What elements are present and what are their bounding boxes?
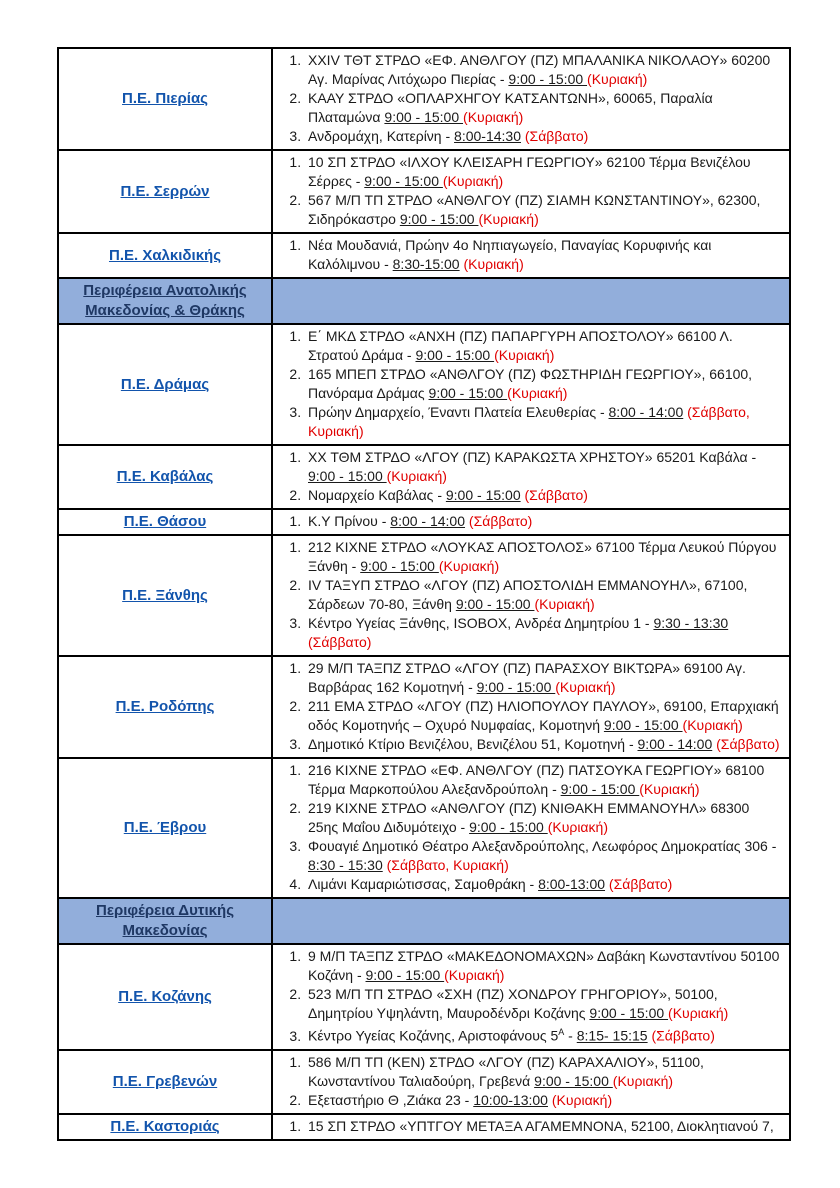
location-text: ΚΑΑΥ ΣΤΡΔΟ «ΟΠΛΑΡΧΗΓΟΥ ΚΑΤΣΑΝΤΩΝΗ», 60065, Παραλία Πλαταμώνα [308,90,713,125]
region-row [58,509,790,535]
locations-list [275,236,781,274]
time-range: 9:00 - 15:00 [360,558,439,574]
locations-list [275,947,781,1046]
locations-list [275,512,781,531]
location-item [305,875,781,894]
location-text: 212 ΚΙΧΝΕ ΣΤΡΔΟ «ΛΟΥΚΑΣ ΑΠΟΣΤΟΛΟΣ» 67100 Τέρμα Λευκού Πύργου Ξάνθη - [308,539,777,574]
location-item [305,735,781,754]
time-range: 9:00 - 15:00 [603,717,683,733]
locations-cell [272,758,790,898]
region-cell [58,1114,272,1140]
day-note: (Σάββατο) [308,634,372,650]
location-item [305,153,781,191]
locations-list [275,51,781,146]
locations-cell [272,656,790,758]
time-range: 9:00 - 15:00 [364,173,443,189]
location-item [305,191,781,229]
region-row [58,445,790,509]
locations-cell [272,48,790,150]
location-item [305,538,781,576]
location-text: 165 ΜΠΕΠ ΣΤΡΔΟ «ΑΝΘΛΓΟΥ (ΠΖ) ΦΩΣΤΗΡΙΔΗ ΓΕΩΡΓΙΟΥ», 66100, Πανόραμα Δράμας [308,366,753,401]
time-range: 8:00-14:30 [454,128,521,144]
time-range: 9:00 - 15:00 [455,596,535,612]
region-link[interactable]: Π.Ε. Γρεβενών [112,1072,218,1090]
time-range: 9:00 - 15:00 [469,819,548,835]
location-item [305,127,781,146]
region-link[interactable]: Π.Ε. Κοζάνης [118,987,212,1005]
day-note: (Κυριακή) [668,1005,729,1021]
region-cell [58,150,272,233]
location-text: 216 ΚΙΧΝΕ ΣΤΡΔΟ «ΕΦ. ΑΝΘΛΓΟΥ (ΠΖ) ΠΑΤΣΟΥΚΑ ΓΕΩΡΓΙΟΥ» 68100 Τέρμα Μαρκοπούλου Αλεξανδρούπολη - [308,762,765,797]
location-item [305,51,781,89]
day-note: (Κυριακή) [551,1091,613,1108]
location-text: Δημοτικό Κτίριο Βενιζέλου, Βενιζέλου 51, Κομοτηνή - [308,736,638,752]
region-row [58,758,790,898]
region-cell [58,758,272,898]
day-note: (Κυριακή) [463,256,524,272]
location-item [305,947,781,985]
day-note: (Κυριακή) [438,558,500,574]
time-range: 9:00 - 15:00 [365,967,445,983]
location-text: - [564,1027,577,1044]
region-cell [58,535,272,656]
time-range: 10:00-13:00 [473,1091,548,1108]
location-item [305,236,781,274]
polling-locations-table [57,47,791,1141]
time-range: 9:00 - 15:00 [445,487,521,503]
region-cell [58,509,272,535]
region-link[interactable]: Π.Ε. Καστοριάς [110,1117,220,1135]
section-header-cell [58,278,272,324]
region-row [58,324,790,445]
region-link[interactable]: Π.Ε. Έβρου [123,819,207,836]
locations-cell [272,445,790,509]
location-item [305,327,781,365]
region-cell [58,656,272,758]
location-item [305,1117,781,1136]
locations-cell [272,944,790,1050]
location-item [305,512,781,531]
location-text: IV ΤΑΞΥΠ ΣΤΡΔΟ «ΛΓΟΥ (ΠΖ) ΑΠΟΣΤΟΛΙΔΗ ΕΜΜΑΝΟΥΗΛ», 67100, Σάρδεων 70-80, Ξάνθη [308,577,748,612]
location-text: XXIV ΤΘΤ ΣΤΡΔΟ «ΕΦ. ΑΝΘΛΓΟΥ (ΠΖ) ΜΠΑΛΑΝΙΚΑ ΝΙΚΟΛΑΟΥ» 60200 Αγ. Μαρίνας Λιτόχωρο Πιερίας - [308,52,771,87]
region-cell [58,445,272,509]
location-item [305,761,781,799]
region-row [58,233,790,278]
locations-cell [272,233,790,278]
table-body [58,48,790,1140]
location-text: Πρώην Δημαρχείο, Έναντι Πλατεία Ελευθερίας - [308,404,609,420]
location-item [305,365,781,403]
day-note: (Κυριακή) [494,347,555,363]
locations-list [275,327,781,441]
locations-cell [272,324,790,445]
locations-list [275,659,781,754]
location-text: 29 Μ/Π ΤΑΞΠΖ ΣΤΡΔΟ «ΛΓΟΥ (ΠΖ) ΠΑΡΑΣΧΟΥ ΒΙΚΤΩΡΑ» 69100 Αγ. Βαρβάρας 162 Κομοτηνή - [308,660,746,695]
time-range: 9:00 - 15:00 [560,781,640,797]
section-header-cell [58,898,272,944]
region-row [58,656,790,758]
region-cell [58,48,272,150]
day-note: (Κυριακή) [587,71,648,87]
time-range: 8:30 - 15:30 [308,857,383,873]
location-text: 9 Μ/Π ΤΑΞΠΖ ΣΤΡΔΟ «ΜΑΚΕΔΟΝΟΜΑΧΩΝ» Δαβάκη Κωνσταντίνου 50100 Κοζάνη - [308,948,780,983]
section-header-row [58,278,790,324]
location-text: 523 Μ/Π ΤΠ ΣΤΡΔΟ «ΣΧΗ (ΠΖ) ΧΟΝΔΡΟΥ ΓΡΗΓΟΡΙΟΥ», 50100, Δημητρίου Υψηλάντη, Μαυροδένδρι Κοζάνης [308,986,718,1021]
region-row [58,535,790,656]
day-note: (Κυριακή) [534,596,595,612]
location-item [305,799,781,837]
region-row [58,150,790,233]
region-link[interactable]: Π.Ε. Δράμας [120,375,210,393]
day-note: (Κυριακή) [555,679,616,695]
region-link[interactable]: Π.Ε. Καβάλας [116,468,214,485]
location-item [305,659,781,697]
location-text: Κ.Υ Πρίνου - [308,513,391,529]
time-range: 9:00 - 15:00 [476,679,556,695]
location-text: ΧΧ ΤΘΜ ΣΤΡΔΟ «ΛΓΟΥ (ΠΖ) ΚΑΡΑΚΩΣΤΑ ΧΡΗΣΤΟΥ» 65201 Καβάλα - [308,449,757,465]
location-item [305,1053,781,1091]
time-range: 8:00-13:00 [538,876,606,892]
day-note: (Κυριακή) [547,819,608,835]
location-text: 567 Μ/Π ΤΠ ΣΤΡΔΟ «ΑΝΘΛΓΟΥ (ΠΖ) ΣΙΑΜΗ ΚΩΝΣΤΑΝΤΙΝΟΥ», 62300, Σιδηρόκαστρο [308,192,761,227]
location-text: Φουαγιέ Δημοτικό Θέατρο Αλεξανδρούπολης, Λεωφόρος Δημοκρατίας 306 - [308,838,777,854]
time-range: 8:00 - 14:00 [608,404,684,420]
location-text: 586 Μ/Π ΤΠ (ΚΕΝ) ΣΤΡΔΟ «ΛΓΟΥ (ΠΖ) ΚΑΡΑΧΑΛΙΟΥ», 51100, Κωνσταντίνου Ταλιαδούρη, Γρεβενά [308,1053,704,1089]
location-text: Εξεταστήριο Θ ,Ζιάκα 23 - [308,1091,474,1108]
region-row [58,1050,790,1114]
region-link[interactable]: Π.Ε. Σερρών [120,182,210,200]
location-text: Νέα Μουδανιά, Πρώην 4ο Νηπιαγωγείο, Παναγίας Κορυφινής και Καλόλιμνου - [308,237,712,272]
day-note: (Σάββατο) [716,736,780,752]
day-note: (Κυριακή) [386,468,447,484]
time-range: 8:30-15:00 [392,256,460,272]
locations-list [275,448,781,505]
location-text: 15 ΣΠ ΣΤΡΔΟ «ΥΠΤΓΟΥ ΜΕΤΑΞΑ ΑΓΑΜΕΜΝΟΝΑ, 52100, Διοκλητιανού 7, [308,1117,774,1134]
time-range: 9:00 - 15:00 [308,468,387,484]
section-header-label: Περιφέρεια Δυτικής Μακεδονίας [96,902,234,939]
day-note: (Κυριακή) [639,781,700,797]
region-cell [58,944,272,1050]
location-item [305,1023,781,1046]
location-text: Ανδρομάχη, Κατερίνη - [308,128,455,144]
locations-cell [272,509,790,535]
location-item [305,403,781,441]
time-range: 9:00 - 15:00 [589,1005,669,1021]
region-cell [58,1050,272,1114]
time-range: 9:00 - 15:00 [415,347,495,363]
location-text: 10 ΣΠ ΣΤΡΔΟ «ΙΛΧΟΥ ΚΛΕΙΣΑΡΗ ΓΕΩΡΓΙΟΥ» 62100 Τέρμα Βενιζέλου Σέρρες - [308,154,751,189]
day-note: (Σάββατο, Κυριακή) [308,404,750,439]
locations-cell [272,1114,790,1140]
time-range: 9:00 - 15:00 [428,385,508,401]
region-cell [58,233,272,278]
section-header-label: Περιφέρεια Ανατολικής Μακεδονίας & Θράκης [83,282,247,319]
locations-list [275,1053,781,1110]
time-range: 9:00 - 15:00 [508,71,588,87]
location-text: Ε΄ ΜΚΔ ΣΤΡΔΟ «ΑΝΧΗ (ΠΖ) ΠΑΠΑΡΓΥΡΗ ΑΠΟΣΤΟΛΟΥ» 66100 Λ. Στρατού Δράμα - [308,328,733,363]
region-link[interactable]: Π.Ε. Θάσου [123,513,207,530]
day-note: (Κυριακή) [463,109,524,125]
day-note: (Σάββατο) [608,876,673,892]
time-range: 9:00 - 15:00 [399,211,479,227]
locations-list [275,1117,781,1136]
location-text: Νομαρχείο Καβάλας - [308,487,446,503]
section-header-row [58,898,790,944]
time-range: 8:00 - 14:00 [390,513,466,529]
location-text: 211 ΕΜΑ ΣΤΡΔΟ «ΛΓΟΥ (ΠΖ) ΗΛΙΟΠΟΥΛΟΥ ΠΑΥΛΟΥ», 69100, Επαρχιακή οδός Κομοτηνής – Οχυρό Νυμφαίας, Κομοτηνή [308,698,779,733]
day-note: (Σάββατο) [524,128,589,144]
location-text: Κέντρο Υγείας Ξάνθης, ISOBOX, Ανδρέα Δημητρίου 1 - [308,615,654,631]
locations-cell [272,535,790,656]
location-text: Κέντρο Υγείας Κοζάνης, Αριστοφάνους 5 [308,1027,559,1044]
region-link[interactable]: Π.Ε. Ροδόπης [115,698,215,715]
region-cell [58,324,272,445]
location-item [305,576,781,614]
time-range: 9:00 - 14:00 [637,736,713,752]
day-note: (Σάββατο) [468,513,533,529]
locations-list [275,538,781,652]
location-item [305,614,781,652]
locations-cell [272,1050,790,1114]
day-note: (Κυριακή) [442,173,504,189]
region-link[interactable]: Π.Ε. Πιερίας [122,90,208,107]
time-range: 8:15- 15:15 [576,1027,648,1044]
location-item [305,1091,781,1110]
region-link[interactable]: Π.Ε. Χαλκιδικής [108,246,222,264]
location-item [305,697,781,735]
time-range: 9:30 - 13:30 [653,615,729,631]
locations-list [275,153,781,229]
region-link[interactable]: Π.Ε. Ξάνθης [122,586,208,604]
day-note: (Κυριακή) [507,385,568,401]
location-item [305,837,781,875]
location-item [305,985,781,1023]
day-note: (Σάββατο) [524,487,588,503]
region-row [58,48,790,150]
time-range: 9:00 - 15:00 [534,1072,613,1089]
day-note: (Κυριακή) [612,1072,674,1089]
location-text: 219 ΚΙΧΝΕ ΣΤΡΔΟ «ΑΝΘΛΓΟΥ (ΠΖ) ΚΝΙΘΑΚΗ ΕΜΜΑΝΟΥΗΛ» 68300 25ης Μαΐου Διδυμότειχο - [308,800,750,835]
day-note: (Σάββατο, Κυριακή) [386,857,509,873]
location-item [305,486,781,505]
region-row [58,1114,790,1140]
location-item [305,448,781,486]
location-item [305,89,781,127]
section-header-spacer-cell [272,898,790,944]
region-row [58,944,790,1050]
section-header-spacer-cell [272,278,790,324]
day-note: (Κυριακή) [478,211,539,227]
locations-list [275,761,781,894]
superscript-letter: Α [558,1027,565,1037]
time-range: 9:00 - 15:00 [384,109,464,125]
location-text: Λιμάνι Καμαριώτισσας, Σαμοθράκη - [308,876,539,892]
locations-cell [272,150,790,233]
day-note: (Κυριακή) [682,717,743,733]
day-note: (Κυριακή) [444,967,505,983]
day-note: (Σάββατο) [651,1027,715,1044]
